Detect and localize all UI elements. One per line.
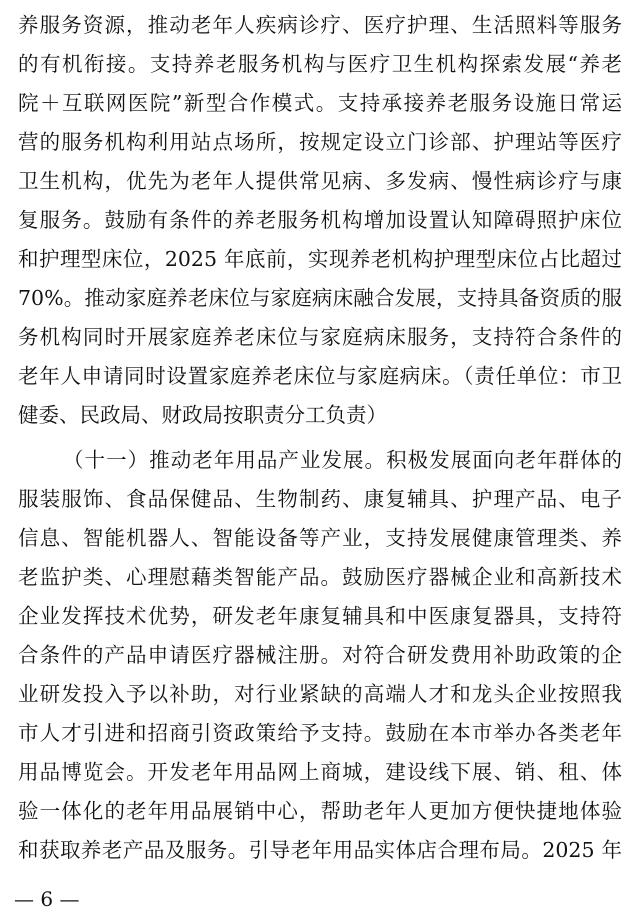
paragraph-2-line-11: 和获取养老产品及服务。引导老年用品实体店合理布局。2025 年 [18,838,622,862]
paragraph-1-line-3: 院＋互联网医院”新型合作模式。支持承接养老服务设施日常运 [18,91,622,115]
paragraph-1-line-1: 养服务资源，推动老年人疾病诊疗、医疗护理、生活照料等服务 [18,13,622,37]
paragraph-1-line-4: 营的服务机构利用站点场所，按规定设立门诊部、护理站等医疗 [18,130,622,154]
paragraph-2-line-9: 用品博览会。开发老年用品网上商城，建设线下展、销、租、体 [18,760,622,784]
page-number: — 6 — [14,887,80,911]
paragraph-2-line-6: 合条件的产品申请医疗器械注册。对符合研发费用补助政策的企 [18,643,622,667]
paragraph-2-line-4: 老监护类、心理慰藉类智能产品。鼓励医疗器械企业和高新技术 [18,565,622,589]
paragraph-2-line-1: （十一）推动老年用品产业发展。积极发展面向老年群体的 [63,448,622,472]
paragraph-1-line-11: 健委、民政局、财政局按职责分工负责） [18,403,387,427]
paragraph-1-line-9: 务机构同时开展家庭养老床位与家庭病床服务，支持符合条件的 [18,325,622,349]
paragraph-2-line-2: 服装服饰、食品保健品、生物制药、康复辅具、护理产品、电子 [18,487,622,511]
paragraph-2-line-7: 业研发投入予以补助，对行业紧缺的高端人才和龙头企业按照我 [18,682,622,706]
paragraph-1-line-5: 卫生机构，优先为老年人提供常见病、多发病、慢性病诊疗与康 [18,169,622,193]
paragraph-1-line-10: 老年人申请同时设置家庭养老床位与家庭病床。（责任单位：市卫 [18,364,622,388]
paragraph-2-line-10: 验一体化的老年用品展销中心，帮助老年人更加方便快捷地体验 [18,799,622,823]
paragraph-2-line-5: 企业发挥技术优势，研发老年康复辅具和中医康复器具，支持符 [18,604,622,628]
paragraph-1-line-6: 复服务。鼓励有条件的养老服务机构增加设置认知障碍照护床位 [18,208,622,232]
paragraph-1-line-2: 的有机衔接。支持养老服务机构与医疗卫生机构探索发展“养老 [18,52,622,76]
paragraph-2-line-3: 信息、智能机器人、智能设备等产业，支持发展健康管理类、养 [18,526,622,550]
paragraph-1-line-8: 70%。推动家庭养老床位与家庭病床融合发展，支持具备资质的服 [18,286,622,310]
paragraph-1-line-7: 和护理型床位，2025 年底前，实现养老机构护理型床位占比超过 [18,247,622,271]
paragraph-2-line-8: 市人才引进和招商引资政策给予支持。鼓励在本市举办各类老年 [18,721,622,745]
